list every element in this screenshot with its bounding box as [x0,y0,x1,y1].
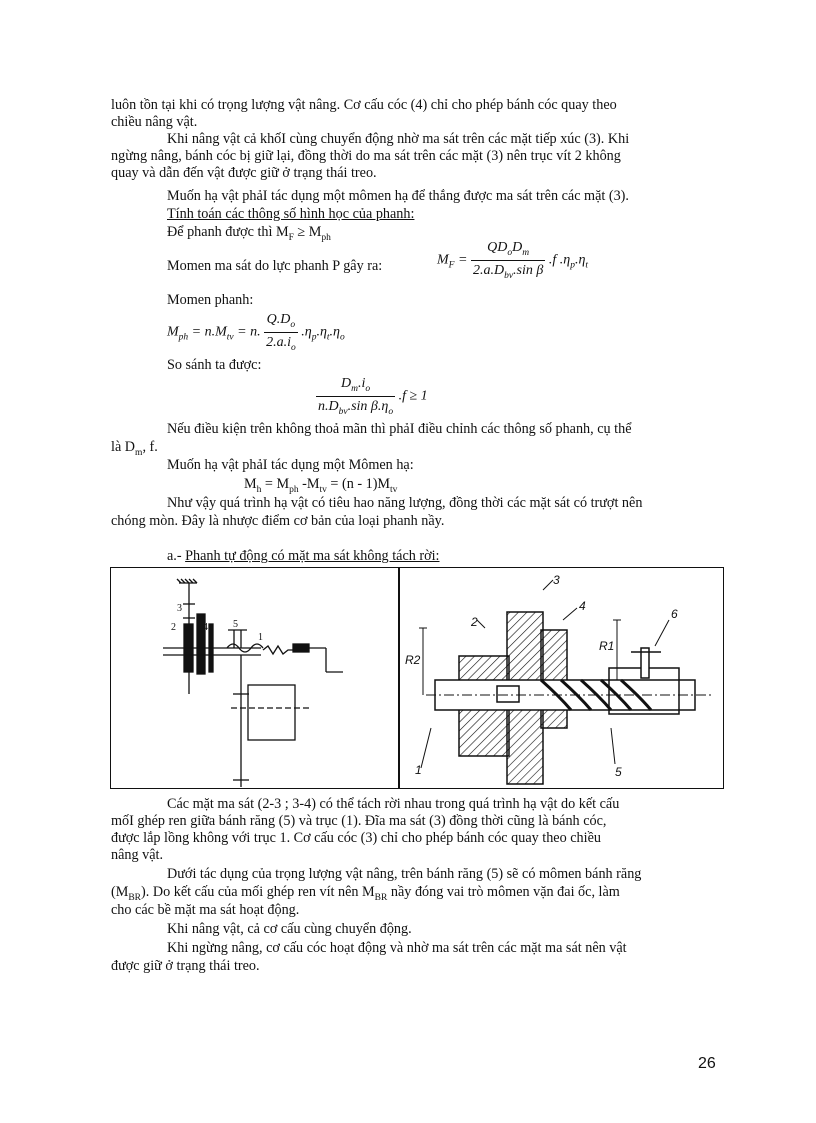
formula-mph-fraction: $\frac{Q.D_o}{2.a.i_o}$ [266,312,296,353]
formula-mh: $M_h = M_{ph}$ $-M_{tv} = (n - 1)M_{tv}$ [244,476,398,495]
brake-schematic [111,568,398,787]
text-line: Muốn hạ vật phảI tác dụng một Mômen hạ: [167,457,414,473]
text-line: mốI ghép ren giữa bánh răng (5) và trục (1). Đĩa ma sát (3) đồng thời cũng là bánh cóc, [111,813,607,829]
formula-mf-fraction: $\frac{QD_oD_m}{2.a.D_{bv}.\sin \beta}$ [472,240,544,281]
text-line: Các mặt ma sát (2-3 ; 3-4) có thể tách rời nhau trong quá trình hạ vật do kết cấu [167,796,620,812]
label-5: 5 [615,765,622,779]
text-line: ngừng nâng, bánh cóc bị giữ lại, đồng thời do ma sát trên các mặt (3) nên trục vít 2 không [111,148,621,164]
text-line: quay và dẫn đến vật được giữ ở trạng thái treo. [111,165,377,181]
text-line: Momen phanh: [167,292,254,308]
text-line: cho các bề mặt ma sát hoạt động. [111,902,300,918]
brake-cross-section [401,568,723,787]
text-line: Như vậy quá trình hạ vật có tiêu hao năng lượng, đồng thời các mặt sát có trượt nên [167,495,643,511]
label-1: 1 [258,632,263,643]
text-line: Momen ma sát do lực phanh P gây ra: [167,258,383,274]
text-line: luôn tồn tại khi có trọng lượng vật nâng. Cơ cấu cóc (4) chỉ cho phép bánh cóc quay theo [111,97,617,113]
text-line: được giữ ở trạng thái treo. [111,958,260,974]
formula-comparison-fraction: $\frac{D_m.i_o}{n.D_{bv}.\sin \beta.\eta_o}$ [318,376,394,417]
brake-figure [110,567,724,789]
formula-comparison: $\frac{D_m.i_o}{n.D_{bv}.\sin \beta.\eta_o}$ .f ≥ 1 [318,376,428,417]
label-3: 3 [177,603,182,614]
label-1: 1 [415,763,422,777]
page-number: 26 [698,1055,716,1072]
text-line: Khi nâng vật, cả cơ cấu cùng chuyển động. [167,921,412,937]
text-line: Dưới tác dụng của trọng lượng vật nâng, trên bánh răng (5) sẽ có mômen bánh răng [167,866,642,882]
text-line: Để phanh được thì $M_F \ge M_{ph}$ [167,224,331,243]
text-line: $(M_{BR})$. Do kết cấu của mối ghép ren vít nên $M_{BR}$ nầy đóng vai trò mômen vặn đai ốc, làm [111,884,620,903]
label-3: 3 [553,573,560,587]
label-4: 4 [579,599,586,613]
text-line: chóng mòn. Đây là nhược điểm cơ bản của loại phanh nầy. [111,513,445,529]
label-2: 2 [471,615,478,629]
text-line: So sánh ta được: [167,357,262,373]
label-5: 5 [233,619,238,630]
text-line: Khi nâng vật cả khốI cùng chuyển động nhờ ma sát trên các mặt tiếp xúc (3). Khi [167,131,630,147]
label-2: 2 [171,622,176,633]
section-heading: Tính toán các thông số hình học của phanh: [167,206,415,222]
text-line: nâng vật. [111,847,164,863]
label-r2: R2 [405,653,421,667]
label-6: 6 [671,607,678,621]
text-line: được lắp lồng không với trục 1. Cơ cấu cóc (3) chỉ cho phép bánh cóc quay theo chiều [111,830,601,846]
formula-mf: $M_F$ = $\frac{QD_oD_m}{2.a.D_{bv}.\sin \beta}$ .f $.\eta_p.\eta_t$ [437,240,589,281]
text-line: là $D_m$, f. [111,439,158,458]
label-4: 4 [203,622,208,633]
figure-divider [398,568,400,788]
text-line: Muốn hạ vật phảI tác dụng một mômen hạ để thắng được ma sát trên các mặt (3). [167,188,629,204]
section-heading: a.- Phanh tự động có mặt ma sát không tách rời: [167,548,440,564]
text-line: Khi ngừng nâng, cơ cấu cóc hoạt động và nhờ ma sát trên các mặt ma sát nên vật [167,940,627,956]
label-r1: R1 [599,639,615,653]
text-line: Nếu điều kiện trên không thoả mãn thì phảI điều chỉnh các thông số phanh, cụ thể [167,421,632,437]
text-line: chiều nâng vật. [111,114,198,130]
formula-mph: $M_{ph} = n.M_{tv} = n$. $\frac{Q.D_o}{2.a.i_o}$ $.\eta_p.\eta_t.\eta_o$ [167,312,345,353]
